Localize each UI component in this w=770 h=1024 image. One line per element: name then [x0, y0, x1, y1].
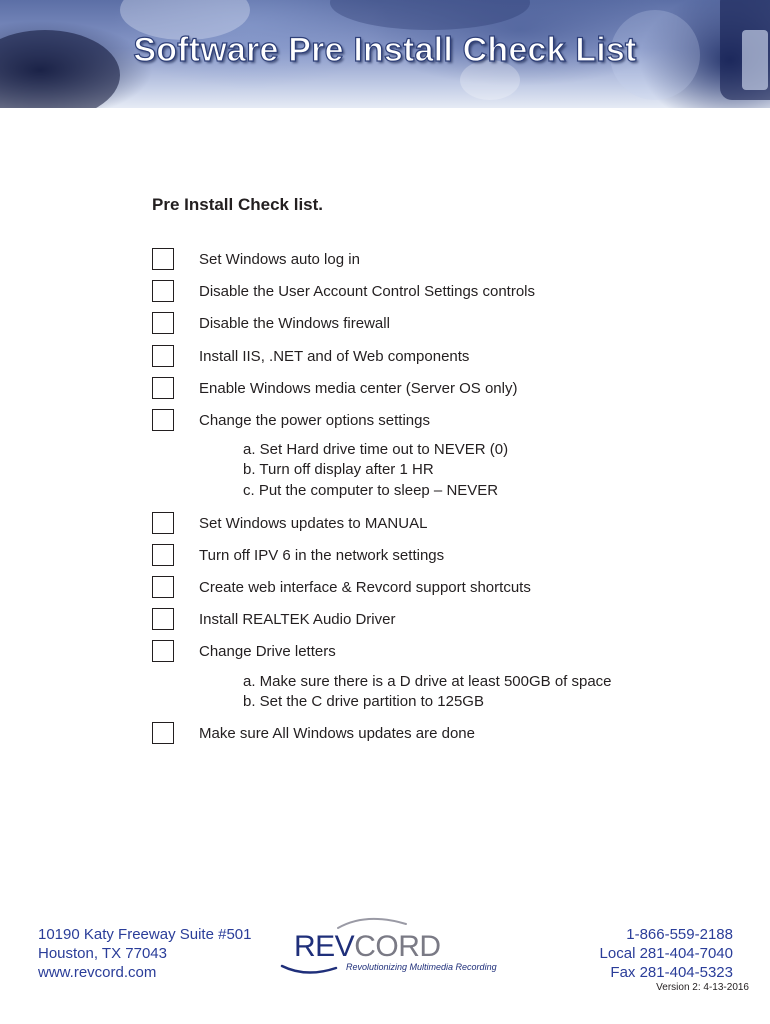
power-subitem: b. Turn off display after 1 HR — [243, 461, 434, 478]
checklist-item-label: Set Windows updates to MANUAL — [199, 515, 428, 532]
address-line-2: Houston, TX 77043 — [38, 945, 167, 962]
checkbox[interactable] — [152, 544, 174, 566]
version-label: Version 2: 4-13-2016 — [656, 982, 749, 993]
checkbox[interactable] — [152, 248, 174, 270]
checklist-item-label: Install IIS, .NET and of Web components — [199, 348, 470, 365]
footer-address — [38, 925, 251, 982]
checkbox[interactable] — [152, 640, 174, 662]
logo-tagline: Revolutionizing Multimedia Recording — [346, 962, 497, 972]
phone-local: Local 281-404-7040 — [599, 945, 733, 962]
checklist-item-label: Create web interface & Revcord support shortcuts — [199, 579, 531, 596]
drive-subitem: b. Set the C drive partition to 125GB — [243, 693, 484, 710]
logo-wordmark — [294, 930, 441, 964]
checkbox[interactable] — [152, 576, 174, 598]
checklist-item-label: Install REALTEK Audio Driver — [199, 611, 396, 628]
checklist-heading: Pre Install Check list. — [152, 195, 324, 214]
checkbox[interactable] — [152, 512, 174, 534]
page-title: Software Pre Install Check List — [133, 31, 637, 69]
checklist-item-label: Set Windows auto log in — [199, 251, 360, 268]
address-line-1: 10190 Katy Freeway Suite #501 — [38, 926, 252, 943]
checkbox[interactable] — [152, 280, 174, 302]
checkbox[interactable] — [152, 608, 174, 630]
checklist-item-label: Enable Windows media center (Server OS only) — [199, 380, 518, 397]
revcord-logo — [276, 916, 496, 978]
header-banner — [0, 0, 770, 108]
checklist-item-label: Make sure All Windows updates are done — [199, 725, 475, 742]
checkbox[interactable] — [152, 312, 174, 334]
footer-contact — [600, 925, 733, 982]
checkbox[interactable] — [152, 377, 174, 399]
logo-rev-text: REV — [294, 930, 355, 963]
website-link[interactable]: www.revcord.com — [38, 964, 157, 981]
checklist-item-label: Change the power options settings — [199, 412, 430, 429]
logo-cord-text: CORD — [354, 930, 441, 963]
checklist-item-label: Change Drive letters — [199, 643, 336, 660]
banner-decoration — [330, 0, 530, 30]
drive-subitem: a. Make sure there is a D drive at least 500GB of space — [243, 673, 612, 690]
power-subitem: c. Put the computer to sleep – NEVER — [243, 482, 499, 499]
checklist-item-label: Disable the User Account Control Settings controls — [199, 283, 535, 300]
phone-tollfree: 1-866-559-2188 — [626, 926, 733, 943]
checkbox[interactable] — [152, 722, 174, 744]
fax-number: Fax 281-404-5323 — [610, 964, 733, 981]
checkbox[interactable] — [152, 409, 174, 431]
checklist-item-label: Turn off IPV 6 in the network settings — [199, 547, 445, 564]
power-subitem: a. Set Hard drive time out to NEVER (0) — [243, 441, 509, 458]
checkbox[interactable] — [152, 345, 174, 367]
checklist-item-label: Disable the Windows firewall — [199, 315, 390, 332]
